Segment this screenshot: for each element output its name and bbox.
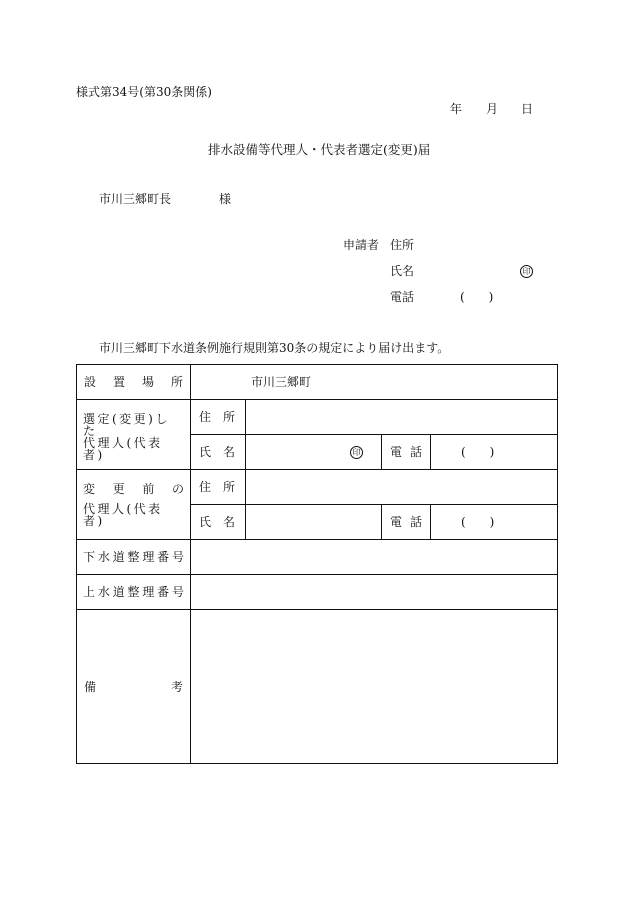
selected-agent-label-line1: 選定(変更)した [83, 411, 170, 438]
selected-phone-label-cell: 電 話 [382, 435, 431, 470]
applicant-phone-label: 電話 [390, 290, 415, 304]
previous-address-value[interactable] [246, 470, 558, 505]
statement-text: 市川三郷町下水道条例施行規則第30条の規定により届け出ます。 [99, 341, 450, 355]
selected-phone-value[interactable] [431, 435, 558, 470]
location-value: 市川三郷町 [251, 375, 312, 389]
location-value-cell[interactable] [191, 365, 558, 400]
previous-phone-value[interactable] [431, 505, 558, 540]
date-day-label: 日 [521, 102, 534, 116]
date-month-label: 月 [486, 102, 499, 116]
previous-agent-label-line1: 変 更 前 の [83, 481, 184, 496]
form-number: 様式第34号(第30条関係) [76, 85, 212, 99]
remarks-label: 備 考 [84, 679, 183, 694]
previous-agent-label-cell [77, 470, 191, 540]
water-number-value[interactable] [191, 575, 558, 610]
selected-phone-paren: ( ) [461, 445, 495, 459]
selected-name-value[interactable] [246, 435, 382, 470]
remarks-label-cell [77, 610, 191, 764]
selected-name-label-cell: 氏 名 [191, 435, 246, 470]
selected-address-value[interactable] [246, 400, 558, 435]
previous-phone-paren: ( ) [461, 515, 495, 529]
sewer-number-label-cell [77, 540, 191, 575]
previous-address-label-cell: 住 所 [191, 470, 246, 505]
remarks-value[interactable] [191, 610, 558, 764]
addressee-honorific: 様 [219, 192, 232, 206]
location-label-cell [77, 365, 191, 400]
previous-name-value[interactable] [246, 505, 382, 540]
previous-name-label-cell: 氏 名 [191, 505, 246, 540]
location-label: 設 置 場 所 [84, 375, 183, 389]
water-number-label: 上 水 道 整 理 番 号 [83, 585, 184, 599]
applicant-phone-paren: ( ) [460, 290, 494, 304]
sewer-number-label: 下 水 道 整 理 番 号 [83, 550, 184, 564]
seal-icon: 印 [520, 265, 533, 278]
applicant-label: 申請者 [343, 238, 380, 252]
addressee-name: 市川三郷町長 [99, 192, 172, 206]
previous-agent-label-line2: 代理人(代表者) [83, 501, 163, 528]
selected-address-label-cell: 住 所 [191, 400, 246, 435]
sewer-number-value[interactable] [191, 540, 558, 575]
form-table [76, 364, 558, 764]
seal-icon: 印 [350, 446, 363, 459]
applicant-address-label: 住所 [390, 238, 415, 252]
document-title: 排水設備等代理人・代表者選定(変更)届 [208, 142, 431, 157]
applicant-seal-mark [520, 264, 533, 278]
selected-agent-label-cell [77, 400, 191, 470]
selected-agent-label-line2: 代理人(代表者) [83, 435, 163, 462]
water-number-label-cell [77, 575, 191, 610]
date-year-label: 年 [450, 102, 463, 116]
applicant-name-label: 氏名 [390, 264, 415, 278]
previous-phone-label-cell: 電 話 [382, 505, 431, 540]
